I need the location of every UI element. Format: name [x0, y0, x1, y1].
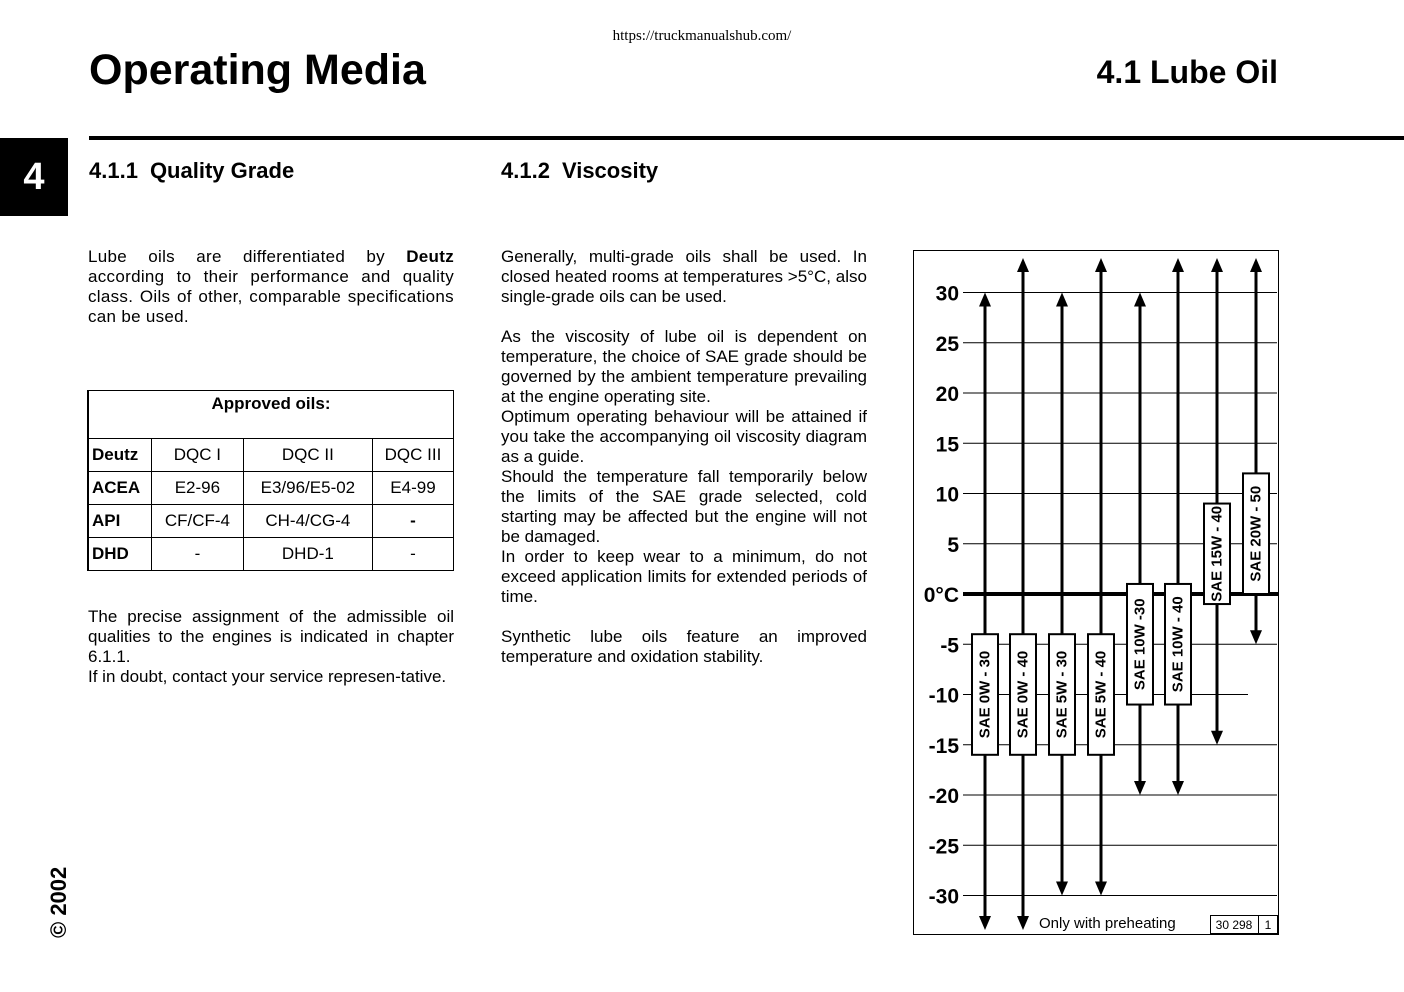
- viscosity-p4: Should the temperature fall temporarily below the limits of the SAE grade selected, cold starting may be affected but the engine will not be damaged.: [501, 467, 867, 546]
- table-cell: CH-4/CG-4: [243, 505, 372, 538]
- y-tick-label: 20: [935, 383, 959, 406]
- table-row: [88, 439, 454, 472]
- y-tick-label: -15: [928, 734, 959, 758]
- arrow-head-down: [1134, 781, 1146, 795]
- y-tick-label: -30: [928, 885, 959, 909]
- viscosity-p2: As the viscosity of lube oil is dependent on temperature, the choice of SAE grade should be governed by the ambient temperature prevailing at the engine operating site.: [501, 327, 867, 406]
- table-row: [88, 538, 454, 571]
- row-label: ACEA: [88, 472, 152, 505]
- approved-oils-table: [87, 390, 454, 571]
- row-label: API: [88, 505, 152, 538]
- grade-label: SAE 5W - 30: [1053, 650, 1071, 739]
- arrow-head-up: [1134, 293, 1146, 307]
- viscosity-heading-number: 4.1.2: [501, 158, 550, 183]
- grade-label: SAE 20W - 50: [1247, 485, 1265, 582]
- arrow-head-down: [1250, 630, 1262, 644]
- section-title: 4.1 Lube Oil: [1096, 54, 1278, 90]
- viscosity-heading-title: Viscosity: [561, 158, 659, 183]
- table-cell: DHD-1: [243, 538, 372, 571]
- table-row: [88, 505, 454, 538]
- quality-heading: [89, 158, 294, 184]
- table-cell: -: [372, 505, 453, 538]
- viscosity-p5: In order to keep wear to a minimum, do not exceed application limits for extended periods of time.: [501, 547, 867, 606]
- arrow-head-down: [1172, 781, 1184, 795]
- quality-footer: [88, 607, 454, 687]
- figure-ref-number: 30 298: [1215, 918, 1253, 932]
- approved-oils-caption: Approved oils:: [88, 391, 454, 439]
- header-rule: [89, 136, 1404, 140]
- viscosity-p1: Generally, multi-grade oils shall be used. In closed heated rooms at temperatures >5°C, also single-grade oils can be used.: [501, 247, 867, 306]
- grade-label: SAE 10W -30: [1131, 598, 1149, 691]
- arrow-head-up: [979, 293, 991, 307]
- y-tick-label: -20: [928, 785, 959, 808]
- viscosity-p3: Optimum operating behaviour will be attained if you take the accompanying oil viscosity diagram as a guide.: [501, 407, 867, 466]
- arrow-head-down: [1056, 882, 1068, 896]
- arrow-head-up: [1211, 258, 1223, 272]
- row-label: DHD: [88, 538, 152, 571]
- table-row: [88, 472, 454, 505]
- grade-label: SAE 0W - 40: [1014, 650, 1032, 739]
- source-url[interactable]: https://truckmanualshub.com/: [612, 28, 792, 44]
- table-cell: E4-99: [372, 472, 453, 505]
- y-tick-label: 5: [947, 533, 959, 557]
- grade-label: SAE 5W - 40: [1092, 650, 1110, 739]
- table-cell: DQC I: [152, 439, 244, 472]
- table-cell: E3/96/E5-02: [243, 472, 372, 505]
- grade-label: SAE 15W - 40: [1208, 505, 1226, 602]
- y-tick-label: 30: [935, 282, 959, 306]
- copyright-notice: [46, 862, 78, 938]
- table-cell: DQC II: [243, 439, 372, 472]
- arrow-head-up: [1095, 258, 1107, 272]
- table-cell: CF/CF-4: [152, 505, 244, 538]
- arrow-head-up: [1056, 293, 1068, 307]
- arrow-head-down: [1095, 882, 1107, 896]
- viscosity-chart: [913, 250, 1280, 936]
- y-tick-label: -10: [928, 684, 959, 708]
- figure-ref-index: 1: [1264, 918, 1272, 932]
- table-cell: -: [372, 538, 453, 571]
- y-tick-label: -5: [940, 634, 959, 658]
- y-tick-label: 0°C: [923, 584, 959, 607]
- y-tick-label: -25: [928, 835, 959, 859]
- arrow-head-up: [1172, 258, 1184, 272]
- y-tick-label: 10: [935, 483, 959, 507]
- viscosity-text: [501, 247, 867, 667]
- arrow-head-down: [1211, 731, 1223, 745]
- quality-intro-lead: Lube oils are differentiated by: [88, 247, 407, 266]
- quality-intro-rest: according to their performance and quality class. Oils of other, comparable specifications can be used.: [88, 267, 454, 326]
- grade-label: SAE 0W - 30: [976, 650, 994, 739]
- chart-annotation: Only with preheating: [1039, 915, 1176, 932]
- y-tick-label: 15: [935, 433, 959, 457]
- arrow-head-up: [1250, 258, 1262, 272]
- viscosity-heading: [501, 158, 658, 184]
- arrow-head-down: [1017, 916, 1029, 930]
- table-cell: -: [152, 538, 244, 571]
- copyright-text: © 2002: [46, 866, 71, 938]
- arrow-head-up: [1017, 258, 1029, 272]
- quality-heading-number: 4.1.1: [89, 158, 138, 183]
- grade-label: SAE 10W - 40: [1169, 596, 1187, 693]
- quality-footer-p1: The precise assignment of the admissible oil qualities to the engines is indicated in chapter 6.1.1.: [88, 607, 454, 666]
- table-cell: DQC III: [372, 439, 453, 472]
- table-cell: E2-96: [152, 472, 244, 505]
- row-label: Deutz: [88, 439, 152, 472]
- quality-footer-p2: If in doubt, contact your service represen-tative.: [88, 667, 447, 686]
- y-tick-label: 25: [935, 332, 959, 356]
- document-title: Operating Media: [89, 46, 426, 94]
- quality-intro-bold: Deutz: [406, 247, 454, 266]
- chapter-tab: 4: [0, 138, 68, 216]
- viscosity-p6: Synthetic lube oils feature an improved temperature and oxidation stability.: [501, 627, 867, 666]
- quality-heading-title: Quality Grade: [149, 158, 295, 183]
- quality-intro: [88, 247, 454, 327]
- arrow-head-down: [979, 916, 991, 930]
